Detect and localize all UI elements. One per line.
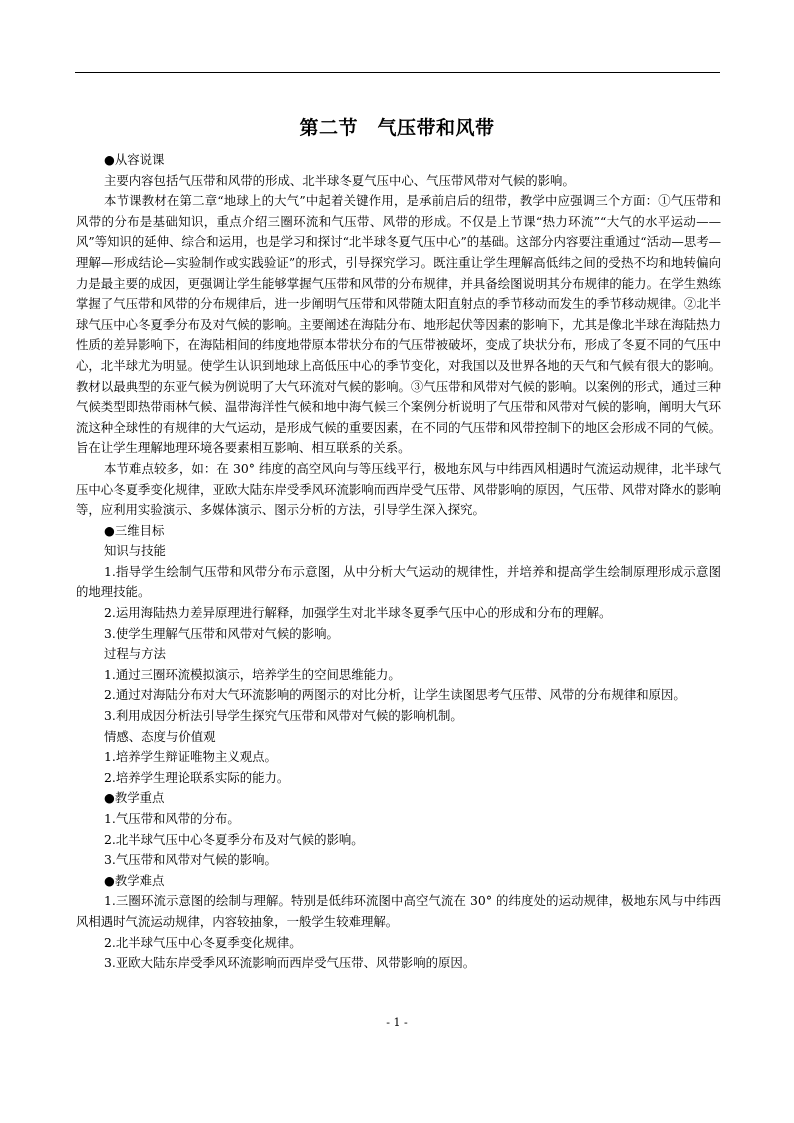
list-item: 1.三圈环流示意图的绘制与理解。特别是低纬环流图中高空气流在 30° 的纬度处的运动规律，极地东风与中纬西风相遇时气流运动规律，内容较抽象，一般学生较难理解。 <box>76 893 721 929</box>
paragraph: 本节课教材在第二章“地球上的大气”中起着关键作用，是承前启后的纽带，教学中应强调三个方面：①气压带和风带的分布是基础知识，重点介绍三圈环流和气压带、风带的形成。不仅是上节课“热力环流”“大气的水平运动——风”等知识的延伸、综合和运用，也是学习和探讨“北半球冬夏气压中心”的基础。这部分内容要注重通过“活动—思考—理解—形成结论—实验制作或实践验证”的形式，引导探究学习。既注重让学生理解高低纬之间的受热不均和地转偏向力是最主要的成因，更强调让学生能够掌握气压带和风带的分布规律，并具备绘图说明其分布规律的能力。在学生熟练掌握了气压带和风带的分布规律后，进一步阐明气压带和风带随太阳直射点的季节移动而发生的季节移动规律。②北半球气压中心冬夏季分布及对气候的影响。主要阐述在海陆分布、地形起伏等因素的影响下，尤其是像北半球在海陆热力性质的差异影响下，在海陆相间的纬度地带原本带状分布的气压带被破坏，变成了块状分布，形成了冬夏不同的气压中心，北半球尤为明显。使学生认识到地球上高低压中心的季节变化，对我国以及世界各地的天气和气候有很大的影响。教材以最典型的东亚气候为例说明了大气环流对气候的影响。③气压带和风带对气候的影响。以案例的形式，通过三种气候类型即热带雨林气候、温带海洋性气候和地中海气候三个案例分析说明了气压带和风带对气候的影响，阐明大气环流这种全球性的有规律的大气运动，是形成气候的重要因素，在不同的气压带和风带控制下的地区会形成不同的气候。旨在让学生理解地理环境各要素相互影响、相互联系的关系。 <box>76 193 721 456</box>
list-item: 1.通过三圈环流模拟演示，培养学生的空间思维能力。 <box>104 666 401 682</box>
paragraph: 主要内容包括气压带和风带的形成、北半球冬夏气压中心、气压带风带对气候的影响。 <box>104 172 575 188</box>
subheading: 情感、态度与价值观 <box>104 728 216 744</box>
list-item: 3.使学生理解气压带和风带对气候的影响。 <box>104 625 339 641</box>
section-heading-nandian <box>76 871 721 892</box>
list-item: 1.气压带和风带的分布。 <box>104 811 240 826</box>
list-item: 1.指导学生绘制气压带和风带分布示意图，从中分析大气运动的规律性，并培养和提高学生绘制原理形成示意图的地理技能。 <box>76 563 721 600</box>
section-heading-text: 三维目标 <box>114 522 165 538</box>
section-heading-text: 教学难点 <box>114 872 165 888</box>
list-item: 2.北半球气压中心冬夏季变化规律。 <box>104 934 302 950</box>
list-item: 3.气压带和风带对气候的影响。 <box>104 852 277 868</box>
list-item: 2.运用海陆热力差异原理进行解释，加强学生对北半球冬夏季气压中心的形成和分布的理解。 <box>104 605 612 621</box>
list-item: 3.亚欧大陆东岸受季风环流影响而西岸受气压带、风带影响的原因。 <box>104 955 476 971</box>
list-item: 3.利用成因分析法引导学生探究气压带和风带对气候的影响机制。 <box>104 708 463 724</box>
paragraph: 本节难点较多，如：在 30° 纬度的高空风向与等压线平行，极地东风与中纬西风相遇时气流运动规律，北半球气压中心冬夏季变化规律，亚欧大陆东岸受季风环流影响而西岸受气压带、风带影响的原因，气压带、风带对降水的影响等，应利用实验演示、多媒体演示、图示分析的方法，引导学生深入探究。 <box>76 460 721 518</box>
section-heading-sanwei <box>76 521 721 542</box>
section-heading-congrong <box>76 150 721 171</box>
section-heading-text: 从容说课 <box>114 152 165 167</box>
page-number: - 1 - <box>386 1016 408 1029</box>
list-item: 2.培养学生理论联系实际的能力。 <box>104 769 290 785</box>
page-title: 第二节 气压带和风带 <box>299 117 495 139</box>
section-heading-zhongdian <box>76 788 721 809</box>
list-item: 2.北半球气压中心冬夏季分布及对气候的影响。 <box>104 831 364 847</box>
subheading: 过程与方法 <box>104 646 166 662</box>
header-rule <box>75 72 720 73</box>
subheading: 知识与技能 <box>104 543 166 559</box>
document-body <box>76 150 721 974</box>
section-heading-text: 教学重点 <box>114 790 165 806</box>
list-item: 2.通过对海陆分布对大气环流影响的两图示的对比分析，让学生读图思考气压带、风带的分布规律和原因。 <box>104 687 686 703</box>
list-item: 1.培养学生辩证唯物主义观点。 <box>104 749 277 765</box>
